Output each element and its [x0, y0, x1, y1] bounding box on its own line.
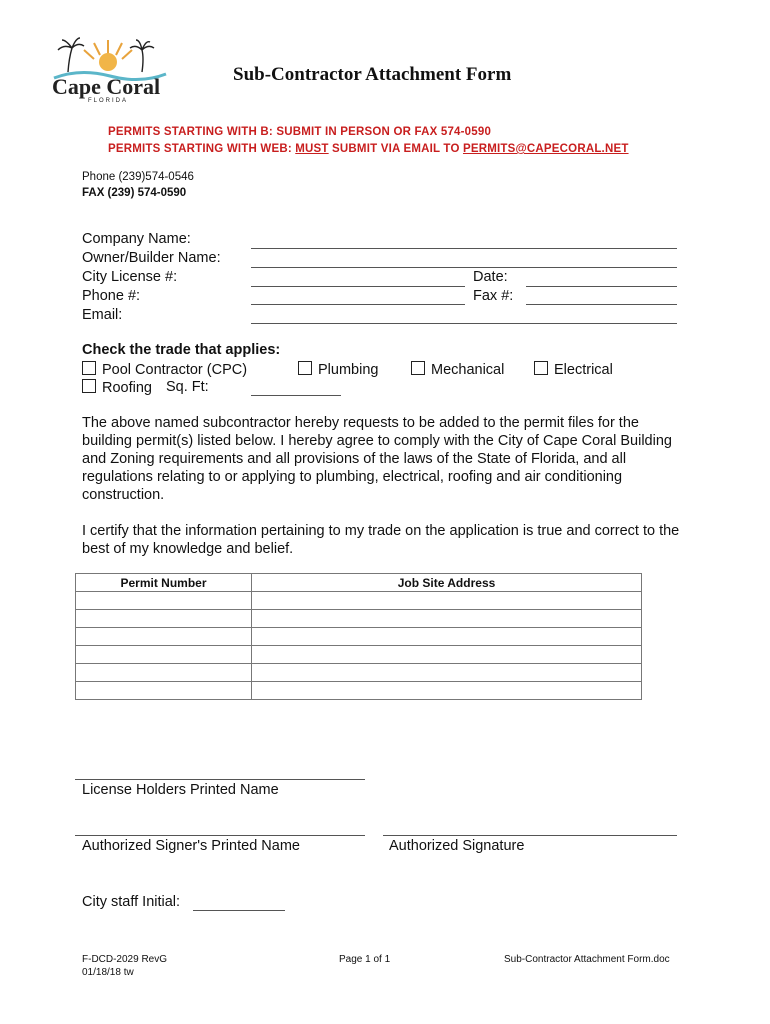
trade-electrical-option[interactable] [534, 361, 613, 378]
license-holder-name-line[interactable] [75, 779, 365, 780]
permit-number-cell[interactable] [76, 646, 252, 664]
signer-name-line[interactable] [75, 835, 365, 836]
permit-number-cell[interactable] [76, 682, 252, 700]
notice-line-2 [108, 143, 629, 155]
staff-initial-line[interactable] [193, 910, 285, 911]
job-site-address-header: Job Site Address [252, 574, 642, 592]
owner-builder-label: Owner/Builder Name: [82, 250, 221, 266]
cape-coral-logo [50, 34, 170, 104]
footer-page-number: Page 1 of 1 [339, 954, 391, 965]
electrical-label: Electrical [554, 362, 613, 378]
trade-roofing-option[interactable] [82, 379, 152, 396]
footer-date: 01/18/18 tw [82, 967, 134, 978]
pool-label: Pool Contractor (CPC) [102, 362, 248, 378]
permit-number-cell[interactable] [76, 592, 252, 610]
date-field[interactable] [526, 286, 677, 287]
notice-line-2-prefix: PERMITS STARTING WITH WEB: [108, 143, 296, 155]
permit-table-header [76, 574, 642, 592]
fax-label: Fax #: [473, 288, 514, 304]
signature-label: Authorized Signature [389, 838, 525, 854]
roofing-label: Roofing [102, 380, 152, 396]
owner-builder-field[interactable] [251, 267, 677, 268]
trade-heading: Check the trade that applies: [82, 342, 281, 358]
staff-initial-label: City staff Initial: [82, 894, 181, 910]
company-name-label: Company Name: [82, 231, 191, 247]
date-label: Date: [473, 269, 508, 285]
certify-paragraph: I certify that the information pertaining to my trade on the application is true and correct to the best of my knowledge and belief. [82, 523, 680, 557]
contact-fax: FAX (239) 574-0590 [82, 187, 187, 199]
mechanical-checkbox[interactable] [411, 361, 425, 375]
table-row [76, 610, 642, 628]
company-name-field[interactable] [251, 248, 677, 249]
contact-phone: Phone (239)574-0546 [82, 171, 194, 183]
permit-number-header: Permit Number [76, 574, 252, 592]
sun-icon [99, 53, 117, 71]
city-license-label: City License #: [82, 269, 178, 285]
permit-number-cell[interactable] [76, 628, 252, 646]
job-site-address-cell[interactable] [252, 592, 642, 610]
table-row [76, 628, 642, 646]
signer-name-label: Authorized Signer's Printed Name [82, 838, 300, 854]
svg-text:Cape Coral: Cape Coral [52, 74, 161, 99]
notice-line-1: PERMITS STARTING WITH B: SUBMIT IN PERSON OR FAX 574-0590 [108, 126, 492, 138]
email-label: Email: [82, 307, 123, 323]
license-holder-label: License Holders Printed Name [82, 782, 279, 798]
phone-field[interactable] [251, 304, 465, 305]
sqft-label: Sq. Ft: [166, 379, 209, 395]
permit-table [75, 573, 642, 700]
table-row [76, 646, 642, 664]
plumbing-checkbox[interactable] [298, 361, 312, 375]
trade-pool-option[interactable] [82, 361, 247, 378]
table-row [76, 682, 642, 700]
job-site-address-cell[interactable] [252, 682, 642, 700]
notice-email-link[interactable]: PERMITS@CAPECORAL.NET [462, 143, 629, 155]
trade-mechanical-option[interactable] [411, 361, 504, 378]
fax-field[interactable] [526, 304, 677, 305]
pool-checkbox[interactable] [82, 361, 96, 375]
job-site-address-cell[interactable] [252, 628, 642, 646]
roofing-checkbox[interactable] [82, 379, 96, 393]
svg-text:FLORIDA: FLORIDA [88, 98, 129, 104]
electrical-checkbox[interactable] [534, 361, 548, 375]
notice-must: MUST [295, 143, 329, 155]
table-row [76, 592, 642, 610]
phone-label: Phone #: [82, 288, 141, 304]
footer-filename: Sub-Contractor Attachment Form.doc [504, 954, 670, 965]
permit-number-cell[interactable] [76, 610, 252, 628]
job-site-address-cell[interactable] [252, 646, 642, 664]
notice-line-2-mid: SUBMIT VIA EMAIL TO [328, 143, 463, 155]
request-paragraph: The above named subcontractor hereby requests to be added to the permit files for the building permit(s) listed below. I hereby agree to comply with the City of Cape Coral Building and Zoning requirements and all provisions of the laws of the State of Florida, and all regulations relating to or applying to plumbing, electrical, roofing and air conditioning construction. [82, 415, 672, 503]
sqft-field[interactable] [251, 395, 341, 396]
form-title: Sub-Contractor Attachment Form [233, 64, 512, 85]
city-license-field[interactable] [251, 286, 465, 287]
permit-number-cell[interactable] [76, 664, 252, 682]
footer-form-id: F-DCD-2029 RevG [82, 954, 168, 965]
plumbing-label: Plumbing [318, 362, 379, 378]
signature-line[interactable] [383, 835, 677, 836]
job-site-address-cell[interactable] [252, 610, 642, 628]
job-site-address-cell[interactable] [252, 664, 642, 682]
mechanical-label: Mechanical [431, 362, 505, 378]
email-field[interactable] [251, 323, 677, 324]
table-row [76, 664, 642, 682]
trade-plumbing-option[interactable] [298, 361, 378, 378]
logo-graphic [50, 34, 170, 104]
